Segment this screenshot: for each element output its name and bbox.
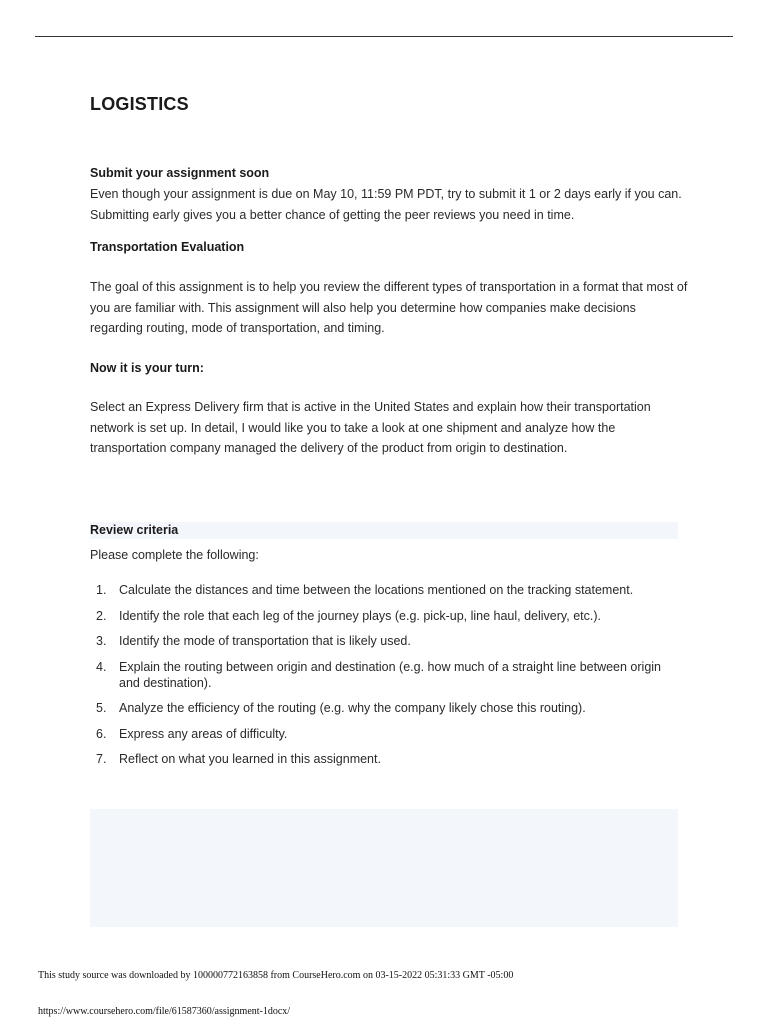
list-number: 4. xyxy=(96,659,107,674)
turn-body: Select an Express Delivery firm that is active in the United States and explain how their transportation network is set up. In detail, I would like you to take a look at one shipment and analyze how the transportation company managed the delivery of the product from origin to destination. xyxy=(90,400,651,455)
evaluation-body: The goal of this assignment is to help you review the different types of transportation in a format that most of you are familiar with. This assignment will also help you determine how companies make decisions regarding routing, mode of transportation, and timing. xyxy=(90,280,688,335)
empty-content-box xyxy=(90,809,678,927)
list-item xyxy=(90,726,678,742)
list-item-text: Identify the role that each leg of the journey plays (e.g. pick-up, line haul, delivery, etc.). xyxy=(119,608,601,623)
list-number: 1. xyxy=(96,583,107,597)
list-item-text: Explain the routing between origin and destination (e.g. how much of a straight line between origin and destination). xyxy=(119,659,662,690)
list-item xyxy=(90,659,678,691)
review-heading: Review criteria xyxy=(90,523,179,537)
list-number: 6. xyxy=(96,726,107,741)
list-number: 3. xyxy=(96,634,107,648)
review-criteria-list xyxy=(90,582,678,777)
list-item xyxy=(90,751,678,767)
list-number: 5. xyxy=(96,701,107,715)
list-item-text: Identify the mode of transportation that is likely used. xyxy=(119,634,411,648)
list-number: 2. xyxy=(96,608,107,623)
source-note: This study source was downloaded by 100000772163858 from CourseHero.com on 03-15-2022 05:31:33 GMT -05:00 xyxy=(38,970,514,981)
list-item xyxy=(90,582,678,598)
list-item xyxy=(90,633,678,649)
list-item xyxy=(90,608,678,624)
list-item-text: Express any areas of difficulty. xyxy=(119,726,288,741)
source-url[interactable]: https://www.coursehero.com/file/61587360/assignment-1docx/ xyxy=(38,1006,291,1017)
top-divider xyxy=(35,36,733,37)
submit-heading: Submit your assignment soon xyxy=(90,166,270,180)
list-number: 7. xyxy=(96,752,107,766)
evaluation-heading: Transportation Evaluation xyxy=(90,240,245,254)
turn-heading: Now it is your turn: xyxy=(90,361,204,375)
review-intro: Please complete the following: xyxy=(90,548,259,562)
list-item-text: Analyze the efficiency of the routing (e.g. why the company likely chose this routing). xyxy=(119,701,586,715)
list-item xyxy=(90,700,678,716)
page-title: LOGISTICS xyxy=(90,94,189,114)
list-item-text: Reflect on what you learned in this assignment. xyxy=(119,752,381,766)
submit-body: Even though your assignment is due on May 10, 11:59 PM PDT, try to submit it 1 or 2 days early if you can. Submitting early gives you a better chance of getting the peer reviews you need in time. xyxy=(90,187,682,222)
list-item-text: Calculate the distances and time between the locations mentioned on the tracking statement. xyxy=(119,583,634,597)
